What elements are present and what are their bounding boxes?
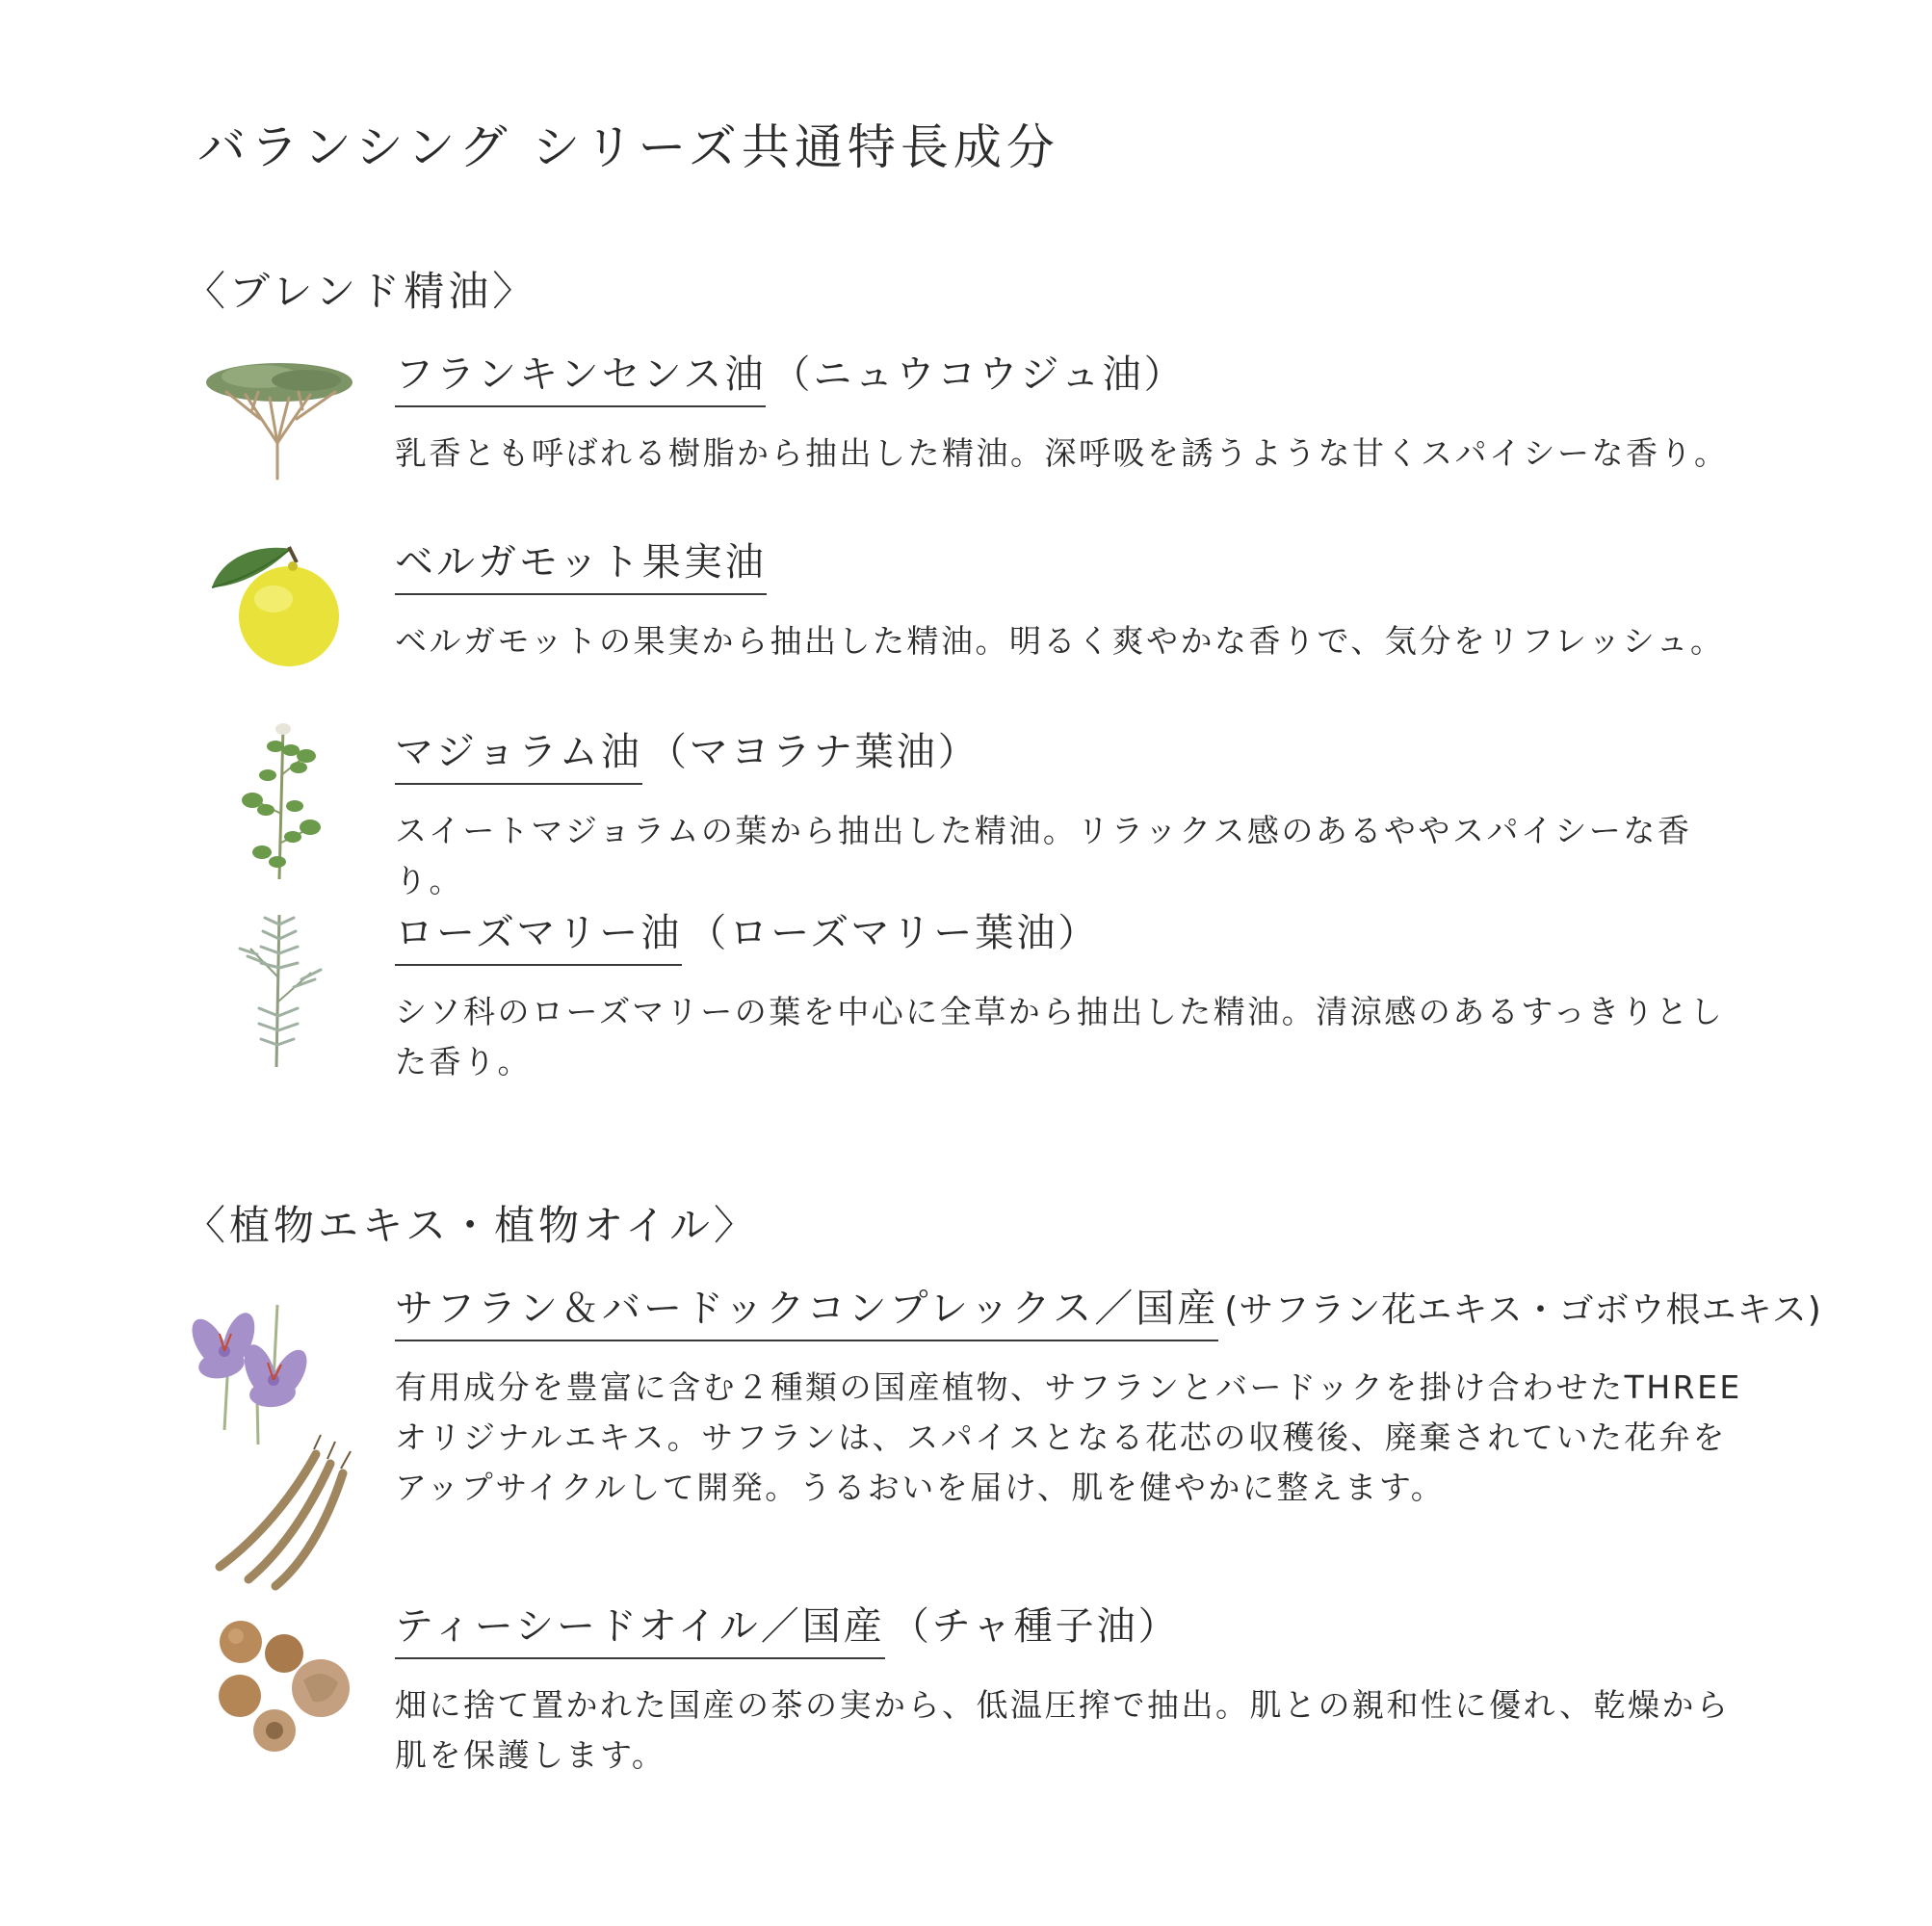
ingredient-title-row bbox=[395, 351, 1753, 407]
ingredient-inci-name: （チャ種子油） bbox=[890, 1604, 1180, 1649]
ingredient-description: 畑に捨て置かれた国産の茶の実から、低温圧搾で抽出。肌との親和性に優れ、乾燥から肌を保護します。 bbox=[395, 1686, 1731, 1774]
ingredient-inci-name: (サフラン花エキス・ゴボウ根エキス) bbox=[1224, 1290, 1822, 1330]
ingredient-text bbox=[395, 539, 1753, 666]
ingredient-inci-name: （ニュウコウジュ油） bbox=[771, 352, 1186, 397]
ingredient-title-row bbox=[395, 910, 1753, 966]
ingredient-description: 有用成分を豊富に含む２種類の国産植物、サフランとバードックを掛け合わせたTHREEオリジナルエキス。サフランは、スパイスとなる花芯の収穫後、廃棄されていた花弁をアップサイクルして開発。うるおいを届け、肌を健やかに整えます。 bbox=[395, 1368, 1742, 1506]
ingredient-name: ティーシードオイル／国産 bbox=[395, 1603, 885, 1659]
tea-seed-icon bbox=[207, 1613, 361, 1761]
ingredient-description: ベルガモットの果実から抽出した精油。明るく爽やかな香りで、気分をリフレッシュ。 bbox=[395, 622, 1725, 660]
ingredient-description: スイートマジョラムの葉から抽出した精油。リラックス感のあるややスパイシーな香り。 bbox=[395, 812, 1692, 899]
ingredient-name: フランキンセンス油 bbox=[395, 351, 766, 407]
ingredient-text bbox=[395, 1603, 1753, 1781]
section-heading-blend-oils: 〈ブレンド精油〉 bbox=[185, 268, 537, 315]
bergamot-fruit-icon bbox=[204, 539, 349, 673]
page-title: バランシング シリーズ共通特長成分 bbox=[197, 119, 1059, 175]
ingredient-text bbox=[395, 351, 1753, 479]
ingredient-text bbox=[395, 1286, 1822, 1513]
ingredient-text bbox=[395, 910, 1753, 1087]
ingredient-inci-name: （マヨラナ葉油） bbox=[647, 730, 979, 774]
marjoram-herb-icon bbox=[223, 717, 339, 885]
ingredient-description: 乳香とも呼ばれる樹脂から抽出した精油。深呼吸を誘うような甘くスパイシーな香り。 bbox=[395, 434, 1729, 472]
ingredient-title-row bbox=[395, 1286, 1822, 1341]
ingredient-title-row bbox=[395, 729, 1753, 785]
frankincense-tree-icon bbox=[202, 351, 356, 490]
section-heading-plant-extracts: 〈植物エキス・植物オイル〉 bbox=[185, 1202, 759, 1249]
ingredient-name: サフラン＆バードックコンプレックス／国産 bbox=[395, 1286, 1218, 1341]
saffron-burdock-icon bbox=[171, 1286, 364, 1598]
ingredient-title-row bbox=[395, 539, 1753, 595]
rosemary-herb-icon bbox=[226, 910, 332, 1073]
ingredient-name: マジョラム油 bbox=[395, 729, 642, 785]
ingredient-name: ベルガモット果実油 bbox=[395, 539, 767, 595]
ingredient-text bbox=[395, 729, 1753, 906]
ingredient-description: シソ科のローズマリーの葉を中心に全草から抽出した精油。清涼感のあるすっきりとした香り。 bbox=[395, 993, 1725, 1080]
ingredient-inci-name: （ローズマリー葉油） bbox=[688, 911, 1100, 955]
ingredient-name: ローズマリー油 bbox=[395, 910, 682, 966]
ingredient-title-row bbox=[395, 1603, 1753, 1659]
